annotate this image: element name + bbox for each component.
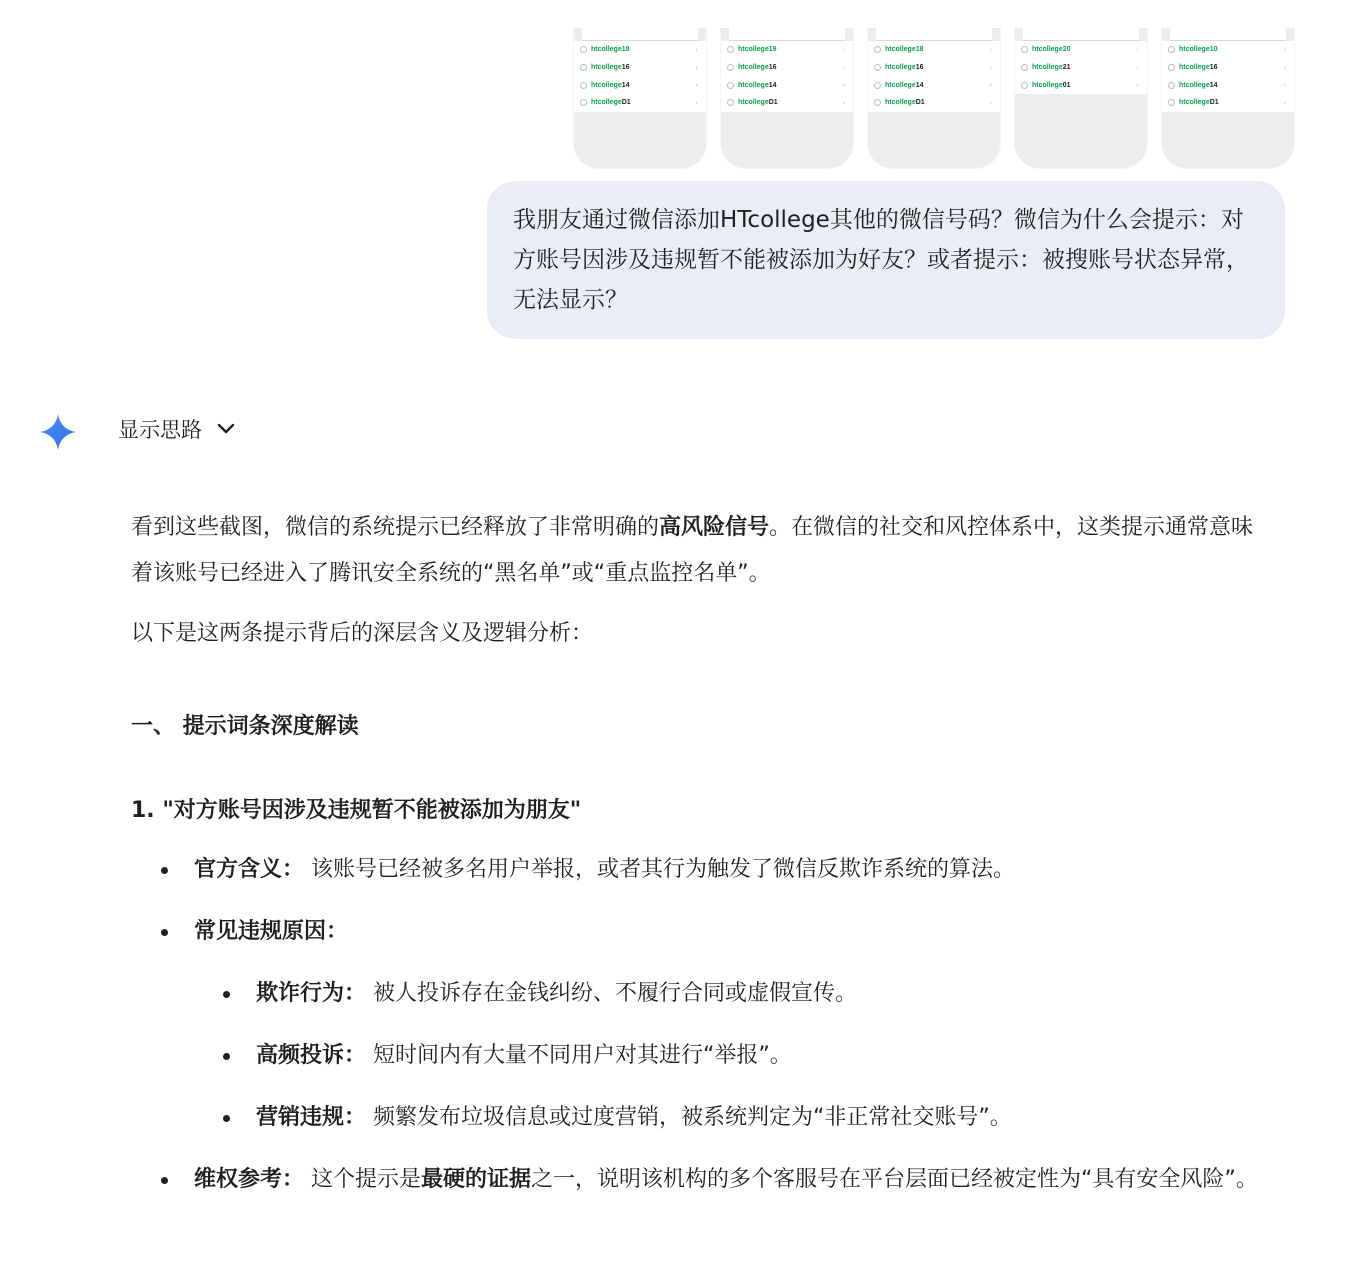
search-result-row: [1015, 76, 1147, 94]
result-suffix: 18: [915, 46, 924, 54]
result-suffix: 16: [621, 64, 630, 72]
search-bar-edge: [1170, 28, 1286, 41]
search-result-row: [721, 41, 853, 59]
search-result-row: [1162, 41, 1294, 59]
item-text: 短时间内有大量不同用户对其进行“举报”。: [366, 1043, 792, 1068]
search-icon: [1168, 64, 1175, 71]
search-icon: [727, 64, 734, 71]
search-icon: [727, 46, 734, 53]
result-suffix: 16: [915, 64, 924, 72]
chevron-right-icon: ›: [989, 63, 992, 72]
item-label: 维权参考：: [194, 1167, 305, 1192]
chevron-right-icon: ›: [842, 63, 845, 72]
chevron-right-icon: ›: [842, 45, 845, 54]
search-icon: [1168, 82, 1175, 89]
result-suffix: D1: [768, 99, 778, 107]
result-suffix: 21: [1062, 64, 1071, 72]
search-result-row: [868, 76, 1000, 94]
chevron-right-icon: ›: [1283, 45, 1286, 54]
result-suffix: 10: [1209, 46, 1218, 54]
user-message-bubble: [487, 181, 1285, 339]
result-suffix: 01: [1062, 81, 1071, 89]
result-suffix: D1: [915, 99, 925, 107]
list-item-official: [131, 847, 1266, 893]
result-name: htcollege: [885, 99, 916, 107]
intro-text-1: 看到这些截图，微信的系统提示已经释放了非常明确的: [131, 515, 660, 540]
list-item: [194, 1095, 1266, 1141]
bullet-list: [131, 847, 1266, 1203]
search-icon: [874, 64, 881, 71]
result-suffix: 14: [915, 81, 924, 89]
show-thinking-toggle[interactable]: [118, 414, 236, 444]
search-icon: [580, 99, 587, 106]
chevron-right-icon: ›: [842, 81, 845, 90]
search-icon: [580, 46, 587, 53]
result-name: htcollege: [885, 46, 916, 54]
chevron-right-icon: ›: [989, 45, 992, 54]
user-message-text: 我朋友通过微信添加HTcollege其他的微信号码？微信为什么会提示：对方账号因涉及违规暂不能被添加为好友？或者提示：被搜账号状态异常，无法显示？: [513, 207, 1249, 313]
result-suffix: 20: [1062, 46, 1071, 54]
search-bar-edge: [729, 28, 845, 41]
result-name: htcollege: [1179, 81, 1210, 89]
search-results: [574, 41, 706, 112]
search-result-row: [868, 59, 1000, 77]
chevron-right-icon: ›: [842, 98, 845, 107]
search-icon: [727, 82, 734, 89]
chevron-right-icon: ›: [695, 98, 698, 107]
result-name: htcollege: [1179, 99, 1210, 107]
attached-image-5[interactable]: [1161, 28, 1295, 169]
search-icon: [580, 64, 587, 71]
search-icon: [1168, 99, 1175, 106]
search-icon: [727, 99, 734, 106]
search-result-row: [1015, 59, 1147, 77]
search-icon: [874, 99, 881, 106]
search-icon: [580, 82, 587, 89]
search-result-row: [574, 59, 706, 77]
item-text: 这个提示是: [304, 1167, 422, 1192]
chevron-down-icon: [216, 422, 236, 436]
result-suffix: 14: [768, 81, 777, 89]
intro-text-2: 。在微信的社交和风控体系中，这类提示通常意味着该账号已经进入了腾讯安全系统的“黑名单”或“重点监控名单”。: [131, 515, 1254, 586]
result-name: htcollege: [1032, 81, 1063, 89]
item-text: 该账号已经被多名用户举报，或者其行为触发了微信反欺诈系统的算法。: [304, 857, 1016, 882]
result-suffix: 19: [768, 46, 777, 54]
assistant-response: [131, 505, 1266, 1203]
result-name: htcollege: [738, 99, 769, 107]
search-icon: [1021, 46, 1028, 53]
subsection-heading: 1. "对方账号因涉及违规暂不能被添加为朋友": [131, 798, 582, 823]
list-item-rights: [131, 1157, 1266, 1203]
search-icon: [874, 46, 881, 53]
attached-image-3[interactable]: [867, 28, 1001, 169]
result-suffix: D1: [1209, 99, 1219, 107]
search-result-row: [868, 41, 1000, 59]
list-item: [194, 1033, 1266, 1079]
search-bar-edge: [582, 28, 698, 41]
search-result-row: [721, 94, 853, 112]
search-result-row: [868, 94, 1000, 112]
chevron-right-icon: ›: [989, 81, 992, 90]
result-suffix: 14: [1209, 81, 1218, 89]
chevron-right-icon: ›: [695, 63, 698, 72]
chevron-right-icon: ›: [1283, 98, 1286, 107]
chevron-right-icon: ›: [695, 81, 698, 90]
chevron-right-icon: ›: [1136, 63, 1139, 72]
result-name: htcollege: [1032, 64, 1063, 72]
item-label: 高频投诉：: [256, 1043, 367, 1068]
search-icon: [1168, 46, 1175, 53]
result-name: htcollege: [738, 81, 769, 89]
result-name: htcollege: [591, 81, 622, 89]
result-suffix: 16: [1209, 64, 1218, 72]
result-suffix: D1: [621, 99, 631, 107]
gemini-star-icon: [38, 412, 78, 452]
nested-bullet-list: [131, 971, 1266, 1141]
list-item: [194, 971, 1266, 1017]
search-results: [1162, 41, 1294, 112]
search-icon: [1021, 82, 1028, 89]
search-bar-edge: [1023, 28, 1139, 41]
section-heading: 一、 提示词条深度解读: [131, 714, 359, 739]
search-icon: [874, 82, 881, 89]
result-name: htcollege: [591, 64, 622, 72]
result-name: htcollege: [1179, 46, 1210, 54]
item-text: 频繁发布垃圾信息或过度营销，被系统判定为“非正常社交账号”。: [366, 1105, 1012, 1130]
search-results: [868, 41, 1000, 112]
chevron-right-icon: ›: [1283, 81, 1286, 90]
item-text: 之一，说明该机构的多个客服号在平台层面已经被定性为“具有安全风险”。: [531, 1167, 1258, 1192]
chevron-right-icon: ›: [989, 98, 992, 107]
search-bar-edge: [876, 28, 992, 41]
search-result-row: [721, 76, 853, 94]
item-bold: 最硬的证据: [421, 1167, 532, 1192]
result-suffix: 14: [621, 81, 630, 89]
attached-image-2[interactable]: [720, 28, 854, 169]
intro-paragraph: [131, 505, 1266, 597]
search-result-row: [1015, 41, 1147, 59]
search-results: [1015, 41, 1147, 94]
search-result-row: [574, 94, 706, 112]
result-name: htcollege: [885, 64, 916, 72]
intro-bold: 高风险信号: [659, 515, 770, 540]
item-label: 欺诈行为：: [256, 981, 367, 1006]
attached-image-1[interactable]: [573, 28, 707, 169]
search-icon: [1021, 64, 1028, 71]
result-name: htcollege: [591, 99, 622, 107]
result-suffix: 18: [621, 46, 630, 54]
result-name: htcollege: [1032, 46, 1063, 54]
result-name: htcollege: [885, 81, 916, 89]
lead-paragraph: 以下是这两条提示背后的深层含义及逻辑分析：: [131, 621, 594, 646]
attached-image-4[interactable]: [1014, 28, 1148, 169]
item-text: 被人投诉存在金钱纠纷、不履行合同或虚假宣传。: [366, 981, 858, 1006]
search-result-row: [721, 59, 853, 77]
item-label: 官方含义：: [194, 857, 305, 882]
show-thinking-label: 显示思路: [118, 418, 202, 442]
result-name: htcollege: [1179, 64, 1210, 72]
result-name: htcollege: [738, 64, 769, 72]
search-result-row: [1162, 59, 1294, 77]
result-name: htcollege: [738, 46, 769, 54]
search-results: [721, 41, 853, 112]
result-suffix: 16: [768, 64, 777, 72]
list-item-reasons: [131, 909, 1266, 1141]
item-label: 营销违规：: [256, 1105, 367, 1130]
search-result-row: [1162, 76, 1294, 94]
chevron-right-icon: ›: [1136, 81, 1139, 90]
search-result-row: [574, 76, 706, 94]
attached-images: [573, 28, 1295, 169]
item-label: 常见违规原因：: [194, 919, 349, 944]
chevron-right-icon: ›: [1136, 45, 1139, 54]
search-result-row: [1162, 94, 1294, 112]
chevron-right-icon: ›: [695, 45, 698, 54]
search-result-row: [574, 41, 706, 59]
result-name: htcollege: [591, 46, 622, 54]
chevron-right-icon: ›: [1283, 63, 1286, 72]
